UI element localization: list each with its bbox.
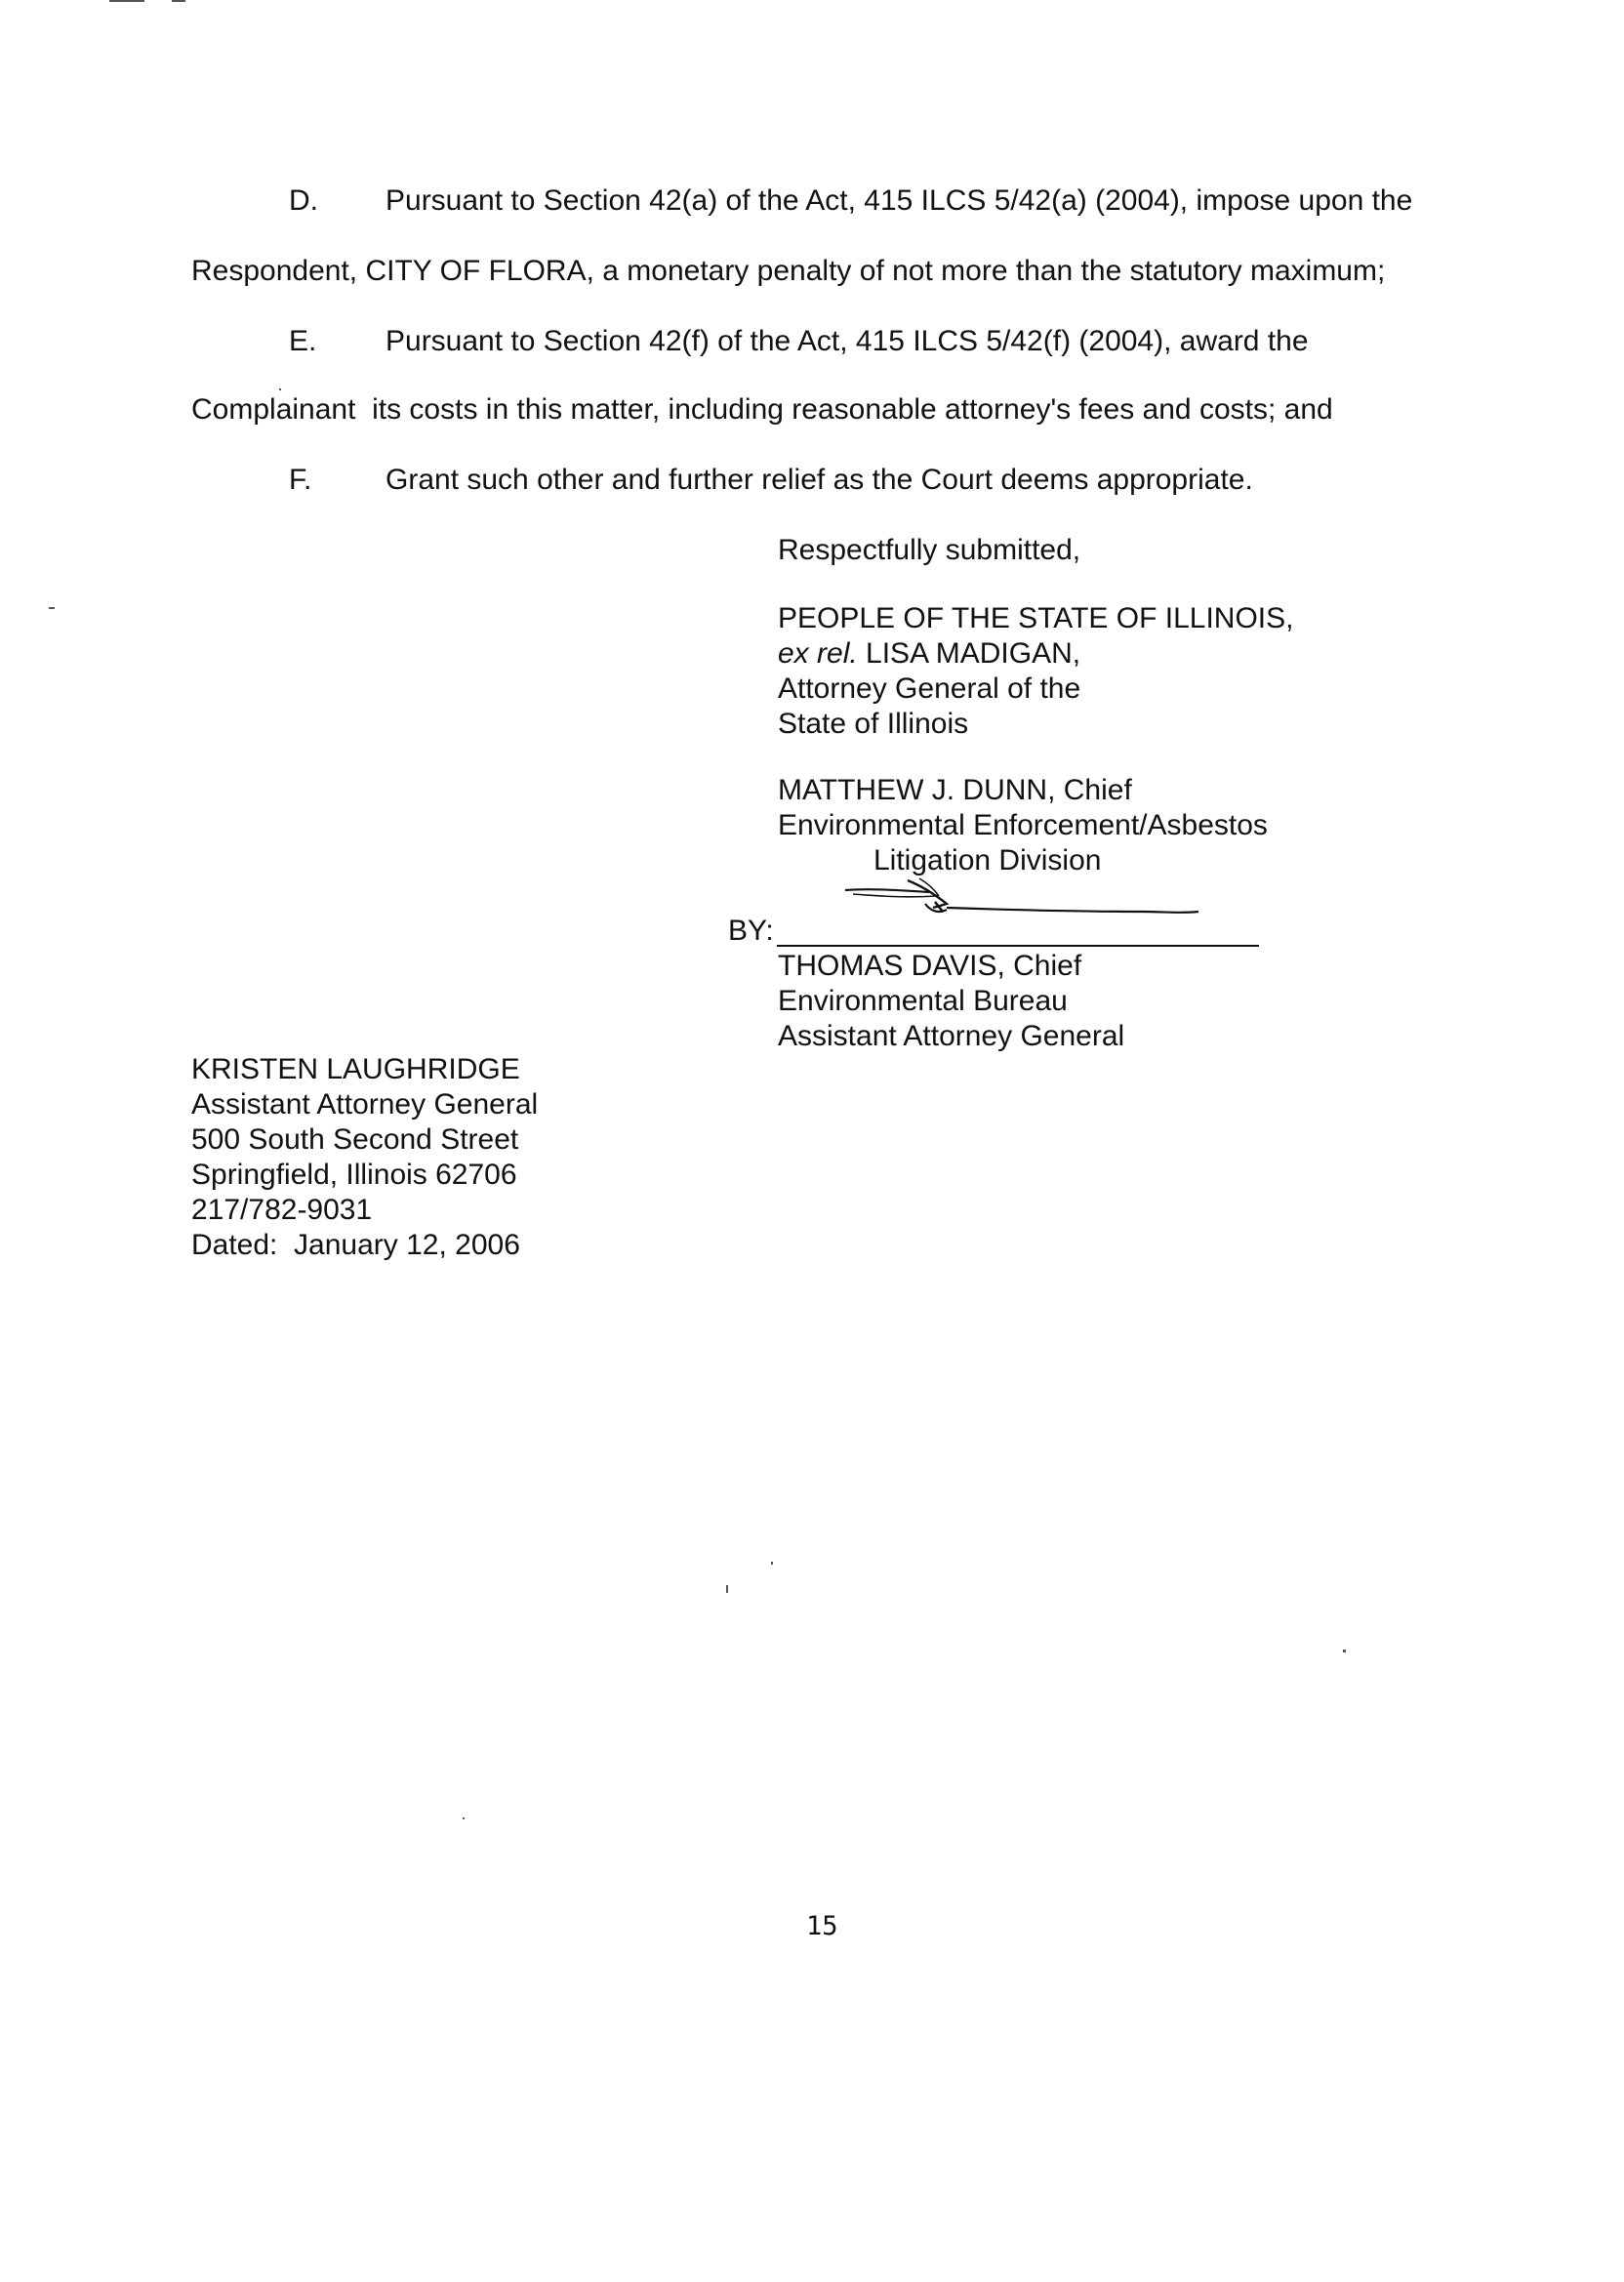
paragraph-d-letter: D. (289, 184, 318, 217)
paragraph-e-line1: Pursuant to Section 42(f) of the Act, 415 ILCS 5/42(f) (2004), award the (386, 325, 1309, 357)
signer-line3: Assistant Attorney General (778, 1020, 1125, 1052)
paragraph-e-letter: E. (289, 325, 317, 357)
scan-speck (463, 1817, 465, 1819)
party-block (778, 601, 1293, 742)
contact-block (191, 1052, 538, 1263)
division-line1: MATTHEW J. DUNN, Chief (778, 774, 1132, 806)
party-line1: PEOPLE OF THE STATE OF ILLINOIS, (778, 602, 1294, 634)
scan-speck (279, 388, 281, 390)
contact-title: Assistant Attorney General (191, 1088, 539, 1121)
scan-speck (1343, 1650, 1346, 1652)
paragraph-f-letter: F. (289, 464, 312, 496)
party-line2 (778, 636, 1293, 672)
contact-name: KRISTEN LAUGHRIDGE (191, 1053, 520, 1085)
contact-phone: 217/782-9031 (191, 1194, 373, 1226)
paragraph-e-line2: Complainant its costs in this matter, including reasonable attorney's fees and costs; and (191, 393, 1333, 426)
paragraph-d-line1: Pursuant to Section 42(a) of the Act, 415 ILCS 5/42(a) (2004), impose upon the (386, 184, 1413, 217)
closing: Respectfully submitted, (778, 534, 1081, 566)
scan-mark (172, 0, 185, 2)
scan-mark (109, 0, 144, 2)
paragraph-f-line1: Grant such other and further relief as the Court deems appropriate. (386, 464, 1253, 496)
party-line3: Attorney General of the (778, 672, 1081, 705)
signature-line (777, 945, 1259, 947)
scan-speck (49, 607, 55, 609)
division-line3: Litigation Division (873, 844, 1102, 876)
contact-city: Springfield, Illinois 62706 (191, 1159, 517, 1191)
scan-speck (726, 1585, 728, 1593)
by-label: BY: (728, 915, 774, 947)
paragraph-d-line2: Respondent, CITY OF FLORA, a monetary penalty of not more than the statutory maximum; (191, 255, 1386, 287)
signer-line2: Environmental Bureau (778, 985, 1068, 1017)
page-number: 15 (806, 1911, 838, 1941)
party-line2-rest: LISA MADIGAN, (857, 637, 1081, 670)
party-line4: State of Illinois (778, 708, 969, 740)
signer-block (778, 949, 1124, 1054)
ex-rel: ex rel. (778, 637, 858, 670)
scan-speck (771, 1562, 773, 1565)
division-block (778, 773, 1268, 878)
contact-dated: Dated: January 12, 2006 (191, 1229, 520, 1261)
signer-line1: THOMAS DAVIS, Chief (778, 950, 1082, 982)
division-line2: Environmental Enforcement/Asbestos (778, 809, 1268, 841)
signature (830, 875, 1239, 925)
contact-street: 500 South Second Street (191, 1123, 519, 1156)
